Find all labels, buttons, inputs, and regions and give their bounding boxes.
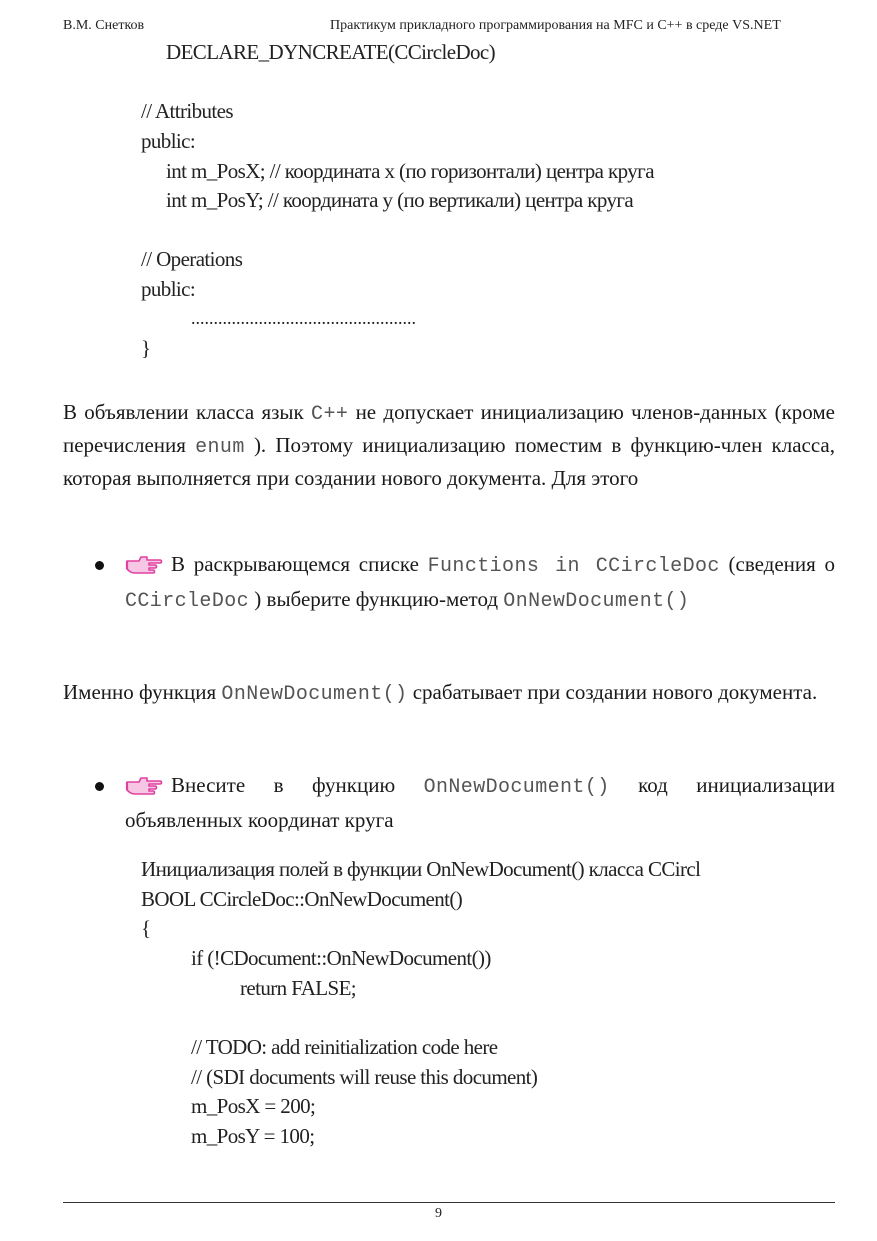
code-line-public-2: public:	[141, 277, 196, 301]
code-line-posx: int m_PosX; // координата x (по горизонтали) центра круга	[166, 159, 654, 183]
pointing-hand-icon	[125, 553, 163, 584]
para1-text-2: не допускает инициализацию членов-данных (кроме перечисления	[63, 400, 835, 457]
bullet2-text	[125, 770, 835, 836]
bullet1-text	[125, 549, 835, 617]
code-line-todo-comment: // TODO: add reinitialization code here	[191, 1035, 498, 1059]
code-line-sdi-comment: // (SDI documents will reuse this document)	[191, 1065, 538, 1089]
code-line-open-brace: {	[141, 916, 151, 940]
paragraph-onnewdocument	[63, 677, 835, 710]
bullet-dot	[95, 561, 104, 570]
paragraph-class-initialization	[63, 397, 835, 494]
para2-text-1: Именно функция	[63, 680, 222, 704]
header-title: Практикум прикладного программирования на MFC и C++ в среде VS.NET	[330, 18, 781, 33]
para1-text-1: В объявлении класса язык	[63, 400, 312, 424]
para2-code-method: OnNewDocument()	[221, 683, 408, 706]
para1-code-cpp: C++	[311, 403, 349, 426]
header-author: В.М. Снетков	[63, 18, 145, 33]
code-line-function-signature: BOOL CCircleDoc::OnNewDocument()	[141, 887, 463, 911]
bullet1-code-functions-list: Functions in CCircleDoc	[427, 555, 720, 578]
pointing-hand-icon	[125, 774, 163, 805]
bullet2-text-2: код инициализации объявленных координат круга	[125, 773, 835, 832]
bullet1-text-1: В раскрывающемся списке	[171, 552, 428, 576]
bullet1-code-class: CCircleDoc	[125, 590, 250, 613]
code-line-attributes-comment: // Attributes	[141, 99, 233, 123]
bullet1-code-method: OnNewDocument()	[503, 590, 690, 613]
code-line-operations-comment: // Operations	[141, 247, 243, 271]
para1-text-3: ). Поэтому инициализацию поместим в функцию-член класса, которая выполняется при создании нового документа. Для этого	[63, 433, 835, 490]
code-line-closing-brace: }	[141, 336, 151, 360]
bullet1-text-2: (сведения о	[719, 552, 836, 576]
code-line-declare: DECLARE_DYNCREATE(CCircleDoc)	[166, 40, 496, 64]
bullet2-code-method: OnNewDocument()	[423, 776, 610, 799]
page-number: 9	[435, 1206, 442, 1221]
bullet2-text-1: Внесите в функцию	[171, 773, 424, 797]
para2-text-2: срабатывает при создании нового документа.	[407, 680, 818, 704]
bullet1-text-3: ) выберите функцию-метод	[249, 587, 504, 611]
code-caption: Инициализация полей в функции OnNewDocument() класса CCircl	[141, 857, 701, 881]
code-line-set-posy: m_PosY = 100;	[191, 1124, 315, 1148]
footer-divider	[63, 1202, 835, 1203]
code-line-if-base-call: if (!CDocument::OnNewDocument())	[191, 946, 491, 970]
code-line-set-posx: m_PosX = 200;	[191, 1094, 316, 1118]
code-line-ellipsis: ..................................................	[191, 308, 416, 328]
code-line-posy: int m_PosY; // координата y (по вертикали) центра круга	[166, 188, 634, 212]
code-line-public: public:	[141, 129, 196, 153]
bullet-item-add-init-code	[95, 770, 835, 834]
para1-code-enum: enum	[195, 436, 245, 459]
bullet-item-select-function	[95, 549, 835, 645]
bullet-dot	[95, 782, 104, 791]
code-line-return-false: return FALSE;	[240, 976, 357, 1000]
